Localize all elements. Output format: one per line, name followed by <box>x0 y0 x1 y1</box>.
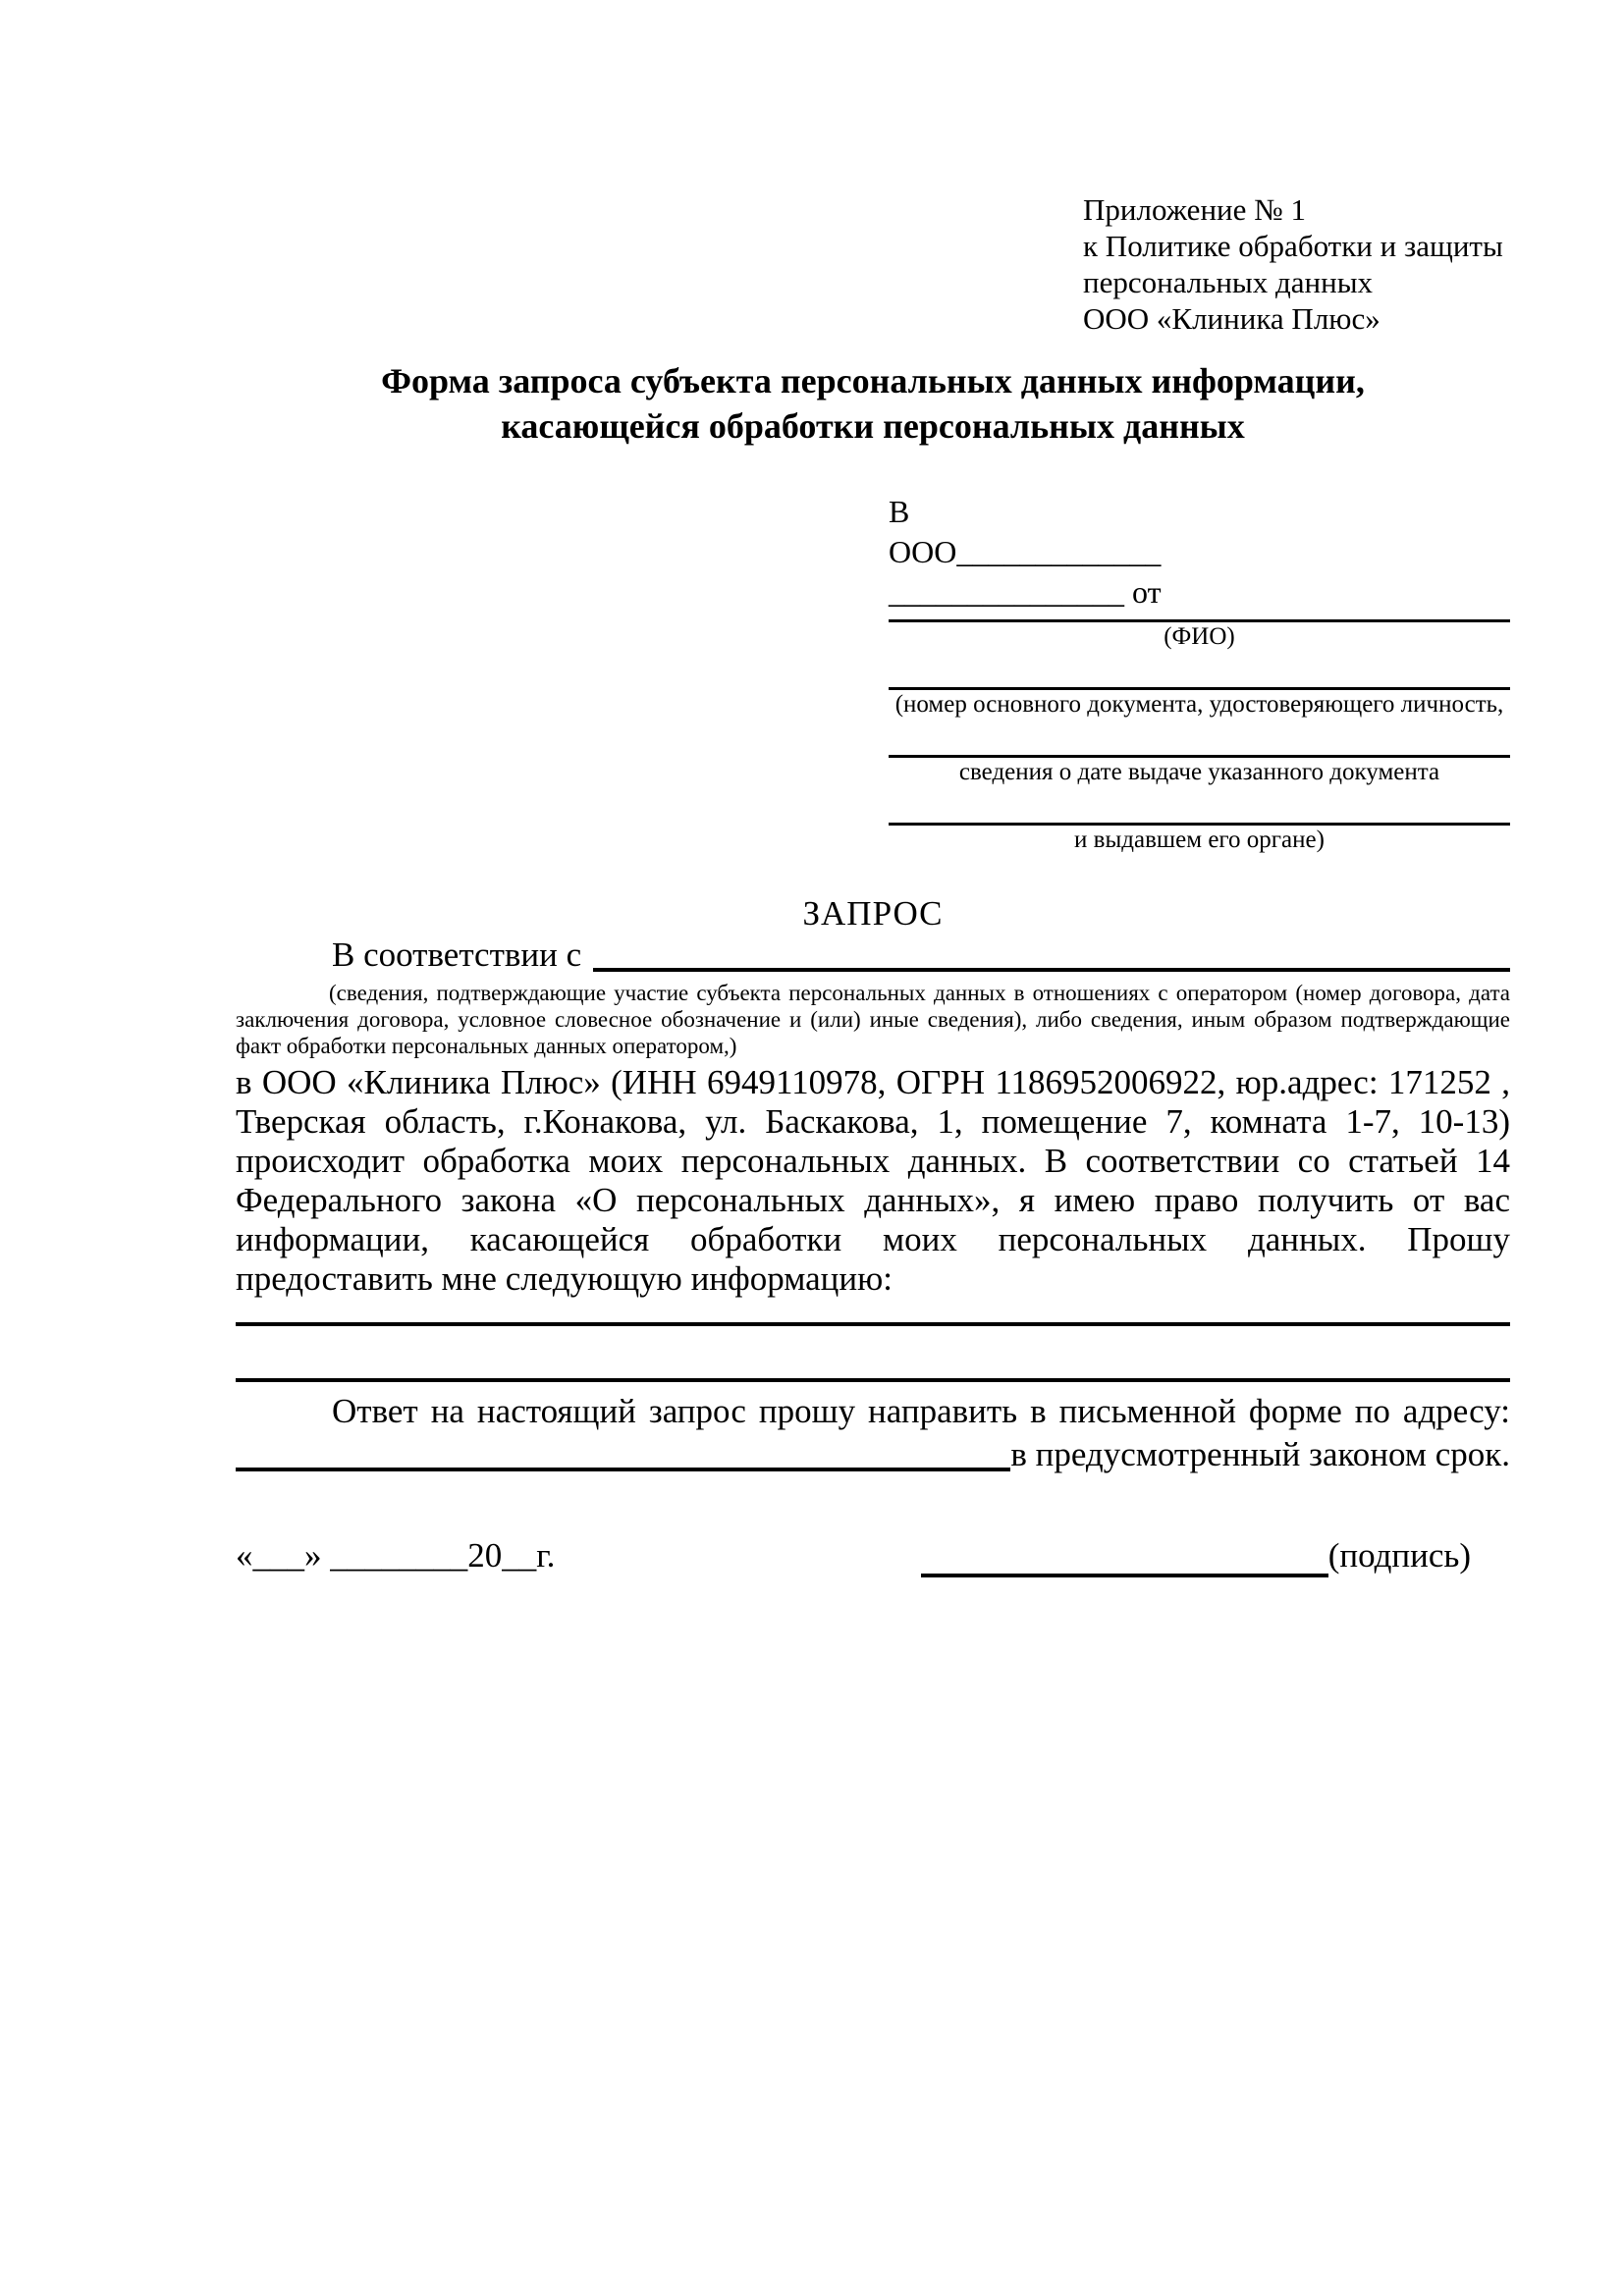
basis-fine-print: (сведения, подтверждающие участие субъекта персональных данных в отношениях с оператором (номер договора, дата заключения договора, условное словесное обозначение и (или) иные сведения), либо сведения, иным образом подтверждающие факт обработки персональных данных оператором,) <box>236 981 1510 1058</box>
requested-info-blank-line-1 <box>236 1322 1510 1326</box>
issue-date-caption: сведения о дате выдаче указанного документа <box>958 759 1440 785</box>
request-heading: ЗАПРОС <box>802 894 944 933</box>
response-address-blank-line <box>236 1435 1010 1471</box>
document-number-caption: (номер основного документа, удостоверяющего личность, <box>894 691 1504 718</box>
document-title <box>236 358 1510 449</box>
addressee-from-line <box>889 572 1510 613</box>
appendix-line-4: ООО «Клиника Плюс» <box>1083 301 1380 336</box>
addressee-org-blank: ООО_____________ <box>889 534 1162 569</box>
response-address-row <box>236 1435 1510 1474</box>
request-body-paragraph: в ООО «Клиника Плюс» (ИНН 6949110978, ОГРН 1186952006922, юр.адрес: 171252 , Тверская область, г.Конакова, ул. Баскакова, 1, помещение 7, комната 1-7, 10-13) происходит обработка моих персональных данных. В соответствии со статьей 14 Федерального закона «О персональных данных», я имею право получить от вас информации, касающейся обработки моих персональных данных. Прошу предоставить мне следующую информацию: <box>236 1063 1510 1298</box>
appendix-line-1: Приложение № 1 <box>1083 192 1306 227</box>
addressee-to: В <box>889 494 910 529</box>
response-sentence: Ответ на настоящий запрос прошу направить в письменной форме по адресу: <box>332 1392 1510 1430</box>
document-title-line-1: Форма запроса субъекта персональных данных информации, <box>381 361 1365 400</box>
issuing-authority-caption: и выдавшем его органе) <box>1074 827 1325 853</box>
signature-caption: (подпись) <box>1327 1536 1471 1575</box>
response-closing-text: в предусмотренный законом срок. <box>1010 1435 1510 1473</box>
signature-blank-line <box>921 1536 1328 1577</box>
document-title-line-2: касающейся обработки персональных данных <box>501 406 1245 446</box>
appendix-header <box>1083 191 1510 337</box>
appendix-line-3: персональных данных <box>1083 265 1374 299</box>
request-intro-text: В соответствии с <box>332 935 582 974</box>
from-blank: _______________ <box>889 574 1124 610</box>
from-word: от <box>1132 574 1162 610</box>
request-intro-row <box>236 935 1510 975</box>
date-signature-row <box>236 1533 1510 1577</box>
signature-group <box>921 1533 1471 1577</box>
fio-caption: (ФИО) <box>1164 623 1235 650</box>
requested-info-blank-line-2 <box>236 1378 1510 1382</box>
appendix-line-2: к Политике обработки и защиты <box>1083 229 1503 263</box>
date-line: «___» ________20__г. <box>236 1536 556 1575</box>
addressee-block <box>889 492 1510 855</box>
basis-blank-line <box>593 935 1510 972</box>
